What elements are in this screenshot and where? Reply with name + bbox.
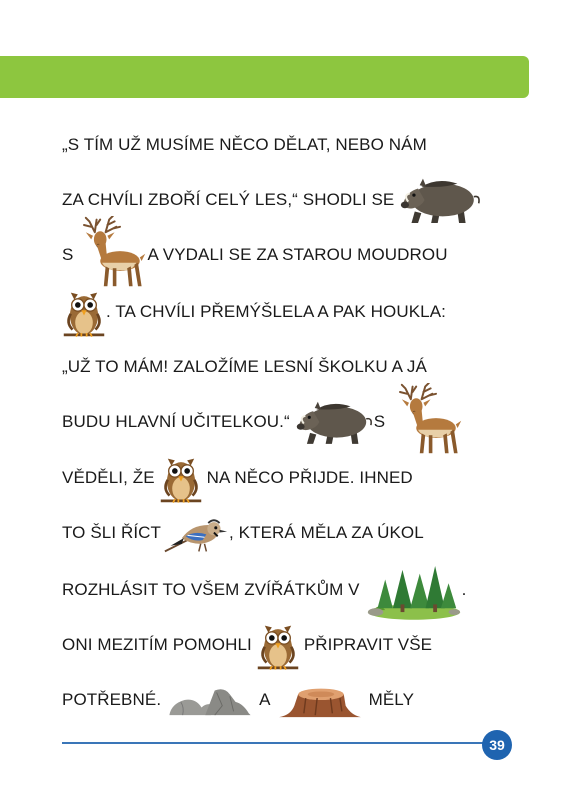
text-line-9	[62, 560, 549, 620]
stones-icon	[167, 683, 253, 717]
text-segment: POTŘEBNÉ.	[62, 690, 162, 709]
text-segment: S	[373, 412, 386, 431]
stump-icon	[277, 681, 363, 719]
text-segment: A VYDALI SE ZA STAROU MOUDROU	[147, 245, 448, 264]
text-segment: ONI MEZITÍM POMOHLI	[62, 635, 252, 654]
text-segment: .	[461, 580, 467, 599]
owl-icon	[256, 616, 300, 674]
boar-icon	[400, 175, 482, 225]
text-line-11	[62, 670, 549, 730]
text-segment: ZA CHVÍLI ZBOŘÍ CELÝ LES,“ SHODLI SE	[62, 190, 395, 209]
text-segment: PŘIPRAVIT VŠE	[303, 635, 433, 654]
page-number-badge	[482, 730, 512, 760]
text-line-4	[62, 282, 549, 342]
text-segment: „S TÍM UŽ MUSÍME NĚCO DĚLAT, NEBO NÁM	[62, 135, 427, 154]
text-line-7	[62, 448, 549, 508]
boar-icon	[296, 397, 374, 447]
text-line-6	[62, 392, 549, 452]
top-green-bar	[0, 56, 529, 98]
text-line-1	[62, 115, 549, 175]
owl-icon	[62, 283, 106, 341]
text-segment: A	[259, 690, 271, 709]
text-segment: BUDU HLAVNÍ UČITELKOU.“	[62, 412, 290, 431]
text-segment: NA NĚCO PŘIJDE. IHNED	[206, 468, 413, 487]
text-segment: „UŽ TO MÁM! ZALOŽÍME LESNÍ ŠKOLKU A JÁ	[62, 357, 427, 376]
footer-divider	[62, 742, 486, 744]
forest-icon	[366, 560, 462, 620]
deer-icon	[391, 383, 463, 455]
jay-icon	[163, 511, 229, 555]
deer-icon	[75, 216, 147, 288]
text-segment: . TA CHVÍLI PŘEMÝŠLELA A PAK HOUKLA:	[106, 302, 446, 321]
text-line-5	[62, 337, 549, 397]
text-line-10	[62, 615, 549, 675]
text-segment: , KTERÁ MĚLA ZA ÚKOL	[229, 523, 424, 542]
text-segment: S	[62, 245, 74, 264]
owl-icon	[159, 449, 203, 507]
text-segment: VĚDĚLI, ŽE	[62, 468, 155, 487]
text-segment: MĚLY	[368, 690, 415, 709]
page-number: 39	[489, 737, 505, 753]
text-line-3	[62, 225, 549, 285]
text-line-8	[62, 503, 549, 563]
text-segment: TO ŠLI ŘÍCT	[62, 523, 162, 542]
text-segment: ROZHLÁSIT TO VŠEM ZVÍŘÁTKŮM V	[62, 580, 360, 599]
